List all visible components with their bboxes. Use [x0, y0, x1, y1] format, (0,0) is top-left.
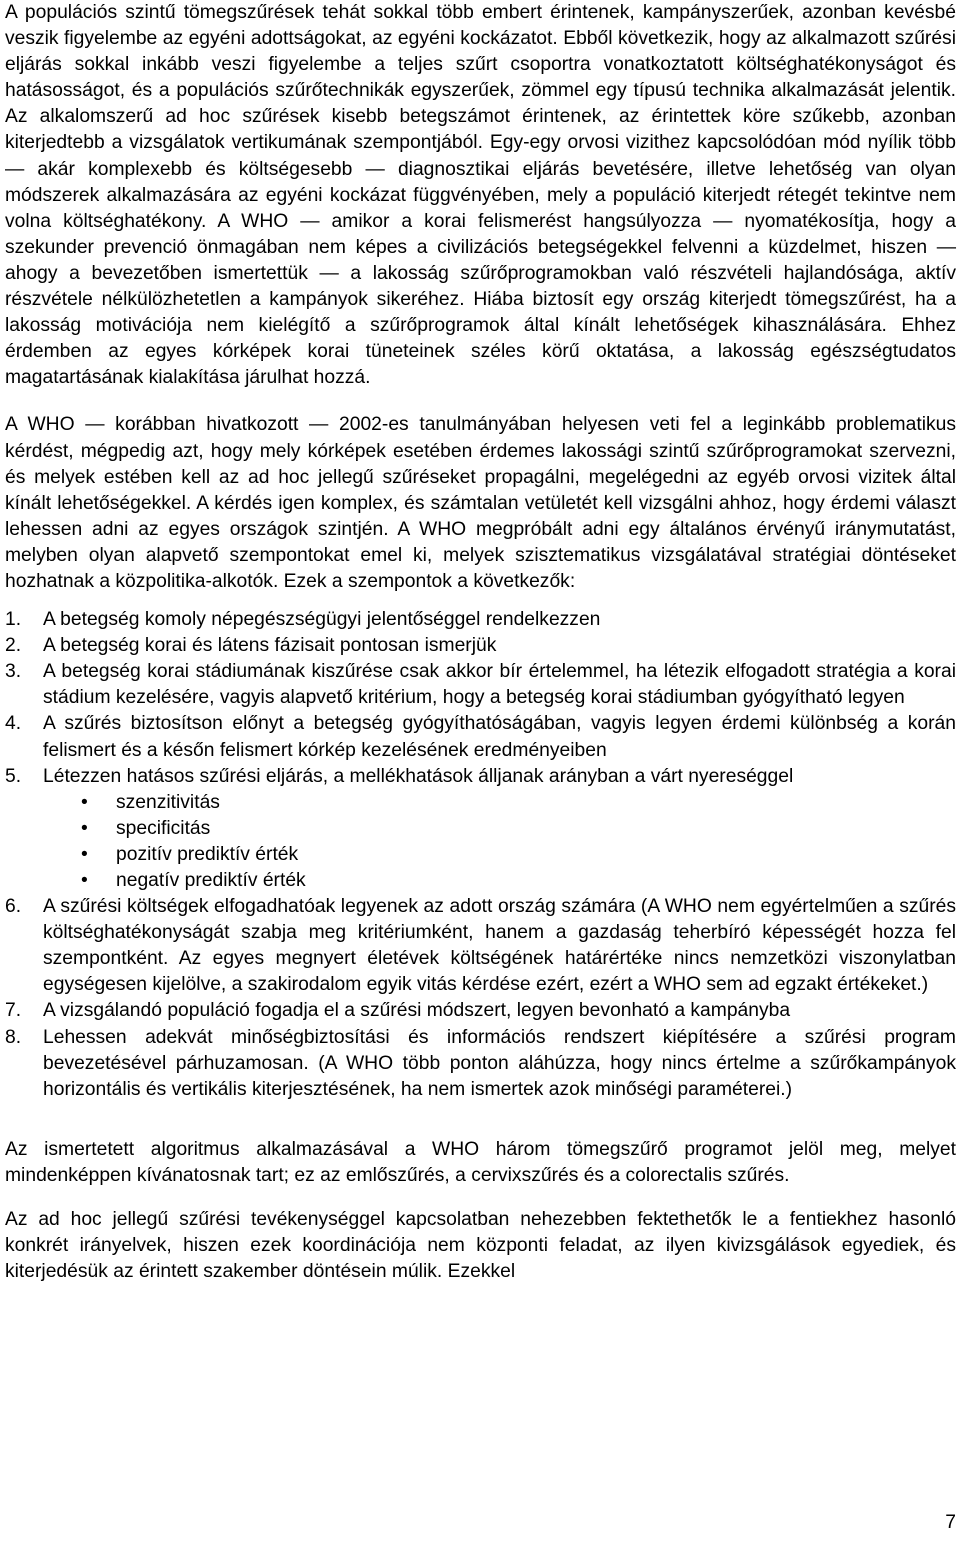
quality-metrics-list — [5, 790, 956, 894]
criteria-number: 2. — [5, 635, 22, 657]
paragraph-who-programs: Az ismertetett algoritmus alkalmazásával a WHO három tömegszűrő programot jelöl meg, melyet mindenképpen kívánatosnak tart; ez az emlőszűrés, a cervixszűrés és a colorectalis szűrés. — [5, 1138, 956, 1186]
criteria-item-4 — [5, 711, 956, 763]
bullet-icon: • — [81, 817, 88, 839]
criteria-number: 6. — [5, 896, 22, 918]
criteria-item-5 — [5, 764, 956, 790]
criteria-number: 8. — [5, 1026, 22, 1048]
criteria-item-6 — [5, 894, 956, 998]
bullet-text: specificitás — [116, 817, 211, 839]
bullet-text: szenzitivitás — [116, 791, 220, 813]
bullet-item-npv — [5, 868, 956, 894]
bullet-item-sensitivity — [5, 790, 956, 816]
criteria-number: 4. — [5, 713, 22, 735]
criteria-item-8 — [5, 1025, 956, 1103]
criteria-text: A betegség korai stádiumának kiszűrése csak akkor bír értelemmel, ha létezik elfogadott stratégia a korai stádium kezelésére, vagyis alapvető kritérium, hogy a betegség korai stádiumban gyógyítható legyen — [43, 661, 956, 709]
bullet-item-ppv — [5, 842, 956, 868]
bullet-icon: • — [81, 791, 88, 813]
criteria-item-2 — [5, 633, 956, 659]
bullet-text: pozitív prediktív érték — [116, 843, 299, 865]
criteria-item-1 — [5, 607, 956, 633]
criteria-text: A szűrési költségek elfogadhatóak legyenek az adott ország számára (A WHO nem egyértelműen a szűrés költséghatékonyságát szabja meg kritériumként, hanem a gazdaság teherbíró képességét hozza fel szempontként. Az egyes megnyert életévek költségének határértéke nincs nemzetközi viszonylatban egységesen kijelölve, a szakirodalom egyik vitás kérdése ezért, ezért a WHO sem ad egzakt értékeket.) — [43, 896, 956, 996]
bullet-text: negatív prediktív érték — [116, 870, 306, 891]
criteria-list-continued — [5, 894, 956, 1103]
paragraph-who-study: A WHO — korábban hivatkozott — 2002-es tanulmányában helyesen veti fel a leginkább problematikus kérdést, mégpedig azt, hogy mely kórképek esetében érdemes lakossági szintű szűrőprogramokat szervezni, és melyek estében kell az ad hoc jellegű szűréseket propagálni, megelégedni az egyéb orvosi vizitek által kínált lehetőségekkel. A kérdés igen komplex, és számtalan vetületét kell vizsgálni ahhoz, hogy érdemi választ lehessen adni az egyes országok szintjén. A WHO megpróbált adni egy általános érvényű iránymutatást, melyben olyan alapvető szempontokat emel ki, melyek szisztematikus vizsgálatával stratégiai döntéseket hozhatnak a közpolitika-alkotók. Ezek a szempontok a következők: — [5, 414, 956, 592]
criteria-text: A betegség komoly népegészségügyi jelentőséggel rendelkezzen — [43, 609, 601, 631]
criteria-text: Létezzen hatásos szűrési eljárás, a mellékhatások álljanak arányban a várt nyereséggel — [43, 765, 794, 787]
criteria-number: 1. — [5, 609, 22, 631]
criteria-item-3 — [5, 659, 956, 711]
page-number: 7 — [945, 1512, 956, 1533]
criteria-text: A betegség korai és látens fázisait pontosan ismerjük — [43, 635, 497, 657]
criteria-text: A szűrés biztosítson előnyt a betegség gyógyíthatóságában, vagyis legyen érdemi különbség a korán felismert és a későn felismert kórkép kezelésének eredményeiben — [43, 713, 956, 761]
paragraph-ad-hoc-screening: Az ad hoc jellegű szűrési tevékenységgel kapcsolatban nehezebben fektethetők le a fentiekhez hasonló konkrét irányelvek, hiszen ezek koordinációja nem központi feladat, az ilyen kivizsgálások egyediek, és kiterjedésük az érintett szakember döntésein múlik. Ezekkel — [5, 1209, 956, 1283]
criteria-item-7 — [5, 998, 956, 1024]
criteria-list — [5, 607, 956, 790]
bullet-icon: • — [81, 870, 88, 891]
criteria-number: 3. — [5, 661, 22, 683]
paragraph-population-screening: A populációs szintű tömegszűrések tehát sokkal több embert érintenek, kampányszerűek, azonban kevésbé veszik figyelembe az egyéni adottságokat, az egyéni kockázatot. Ebből következik, hogy az alkalmazott szűrési eljárás sokkal inkább veszi figyelembe a teljes szűrt csoportra vonatkoztatott költséghatékonyságot és hatásosságot, és a populációs szűrőtechnikák egyszerűek, zömmel egy típusú technika alkalmazását jelentik. Az alkalomszerű ad hoc szűrések kisebb betegszámot érintenek, az érintettek köre szűkebb, azonban kiterjedtebb a vizsgálatok vertikumának szempontjából. Egy-egy orvosi vizithez kapcsolódóan mód nyílik több — akár komplexebb és költségesebb — diagnosztikai eljárás bevetésére, illetve lehetőség van olyan módszerek alkalmazására az egyéni kockázat függvényében, mely a populáció kiterjedt rétegét tekintve nem volna költséghatékony. A WHO — amikor a korai felismerést hangsúlyozza — nyomatékosítja, hogy a szekunder prevenció önmagában nem képes a civilizációs betegségekkel felvenni a küzdelmet, hiszen — ahogy a bevezetőben ismertettük — a lakosság szűrőprogramokban való részvételi hajlandósága, aktív részvétele nélkülözhetetlen a kampányok sikeréhez. Hiába biztosít egy ország kiterjedt tömegszűrést, ha a lakosság motivációja nem kielégítő a szűrőprogramok által kínált lehetőségek kihasználására. Ehhez érdemben az egyes kórképek korai tüneteinek széles körű oktatása, a lakosság egészségtudatos magatartásának kialakítása járulhat hozzá. — [5, 2, 956, 389]
criteria-text: Lehessen adekvát minőségbiztosítási és információs rendszert kiépítésére a szűrési program bevezetésével párhuzamosan. (A WHO több ponton aláhúzza, hogy nincs értelme a szűrőkampányok horizontális és vertikális kiterjesztésének, ha nem ismertek azok minőségi paraméterei.) — [43, 1026, 956, 1100]
bullet-item-specificity — [5, 816, 956, 842]
criteria-number: 5. — [5, 765, 22, 787]
criteria-text: A vizsgálandó populáció fogadja el a szűrési módszert, legyen bevonható a kampányba — [43, 1000, 791, 1022]
bullet-icon: • — [81, 843, 88, 865]
criteria-number: 7. — [5, 1000, 22, 1022]
